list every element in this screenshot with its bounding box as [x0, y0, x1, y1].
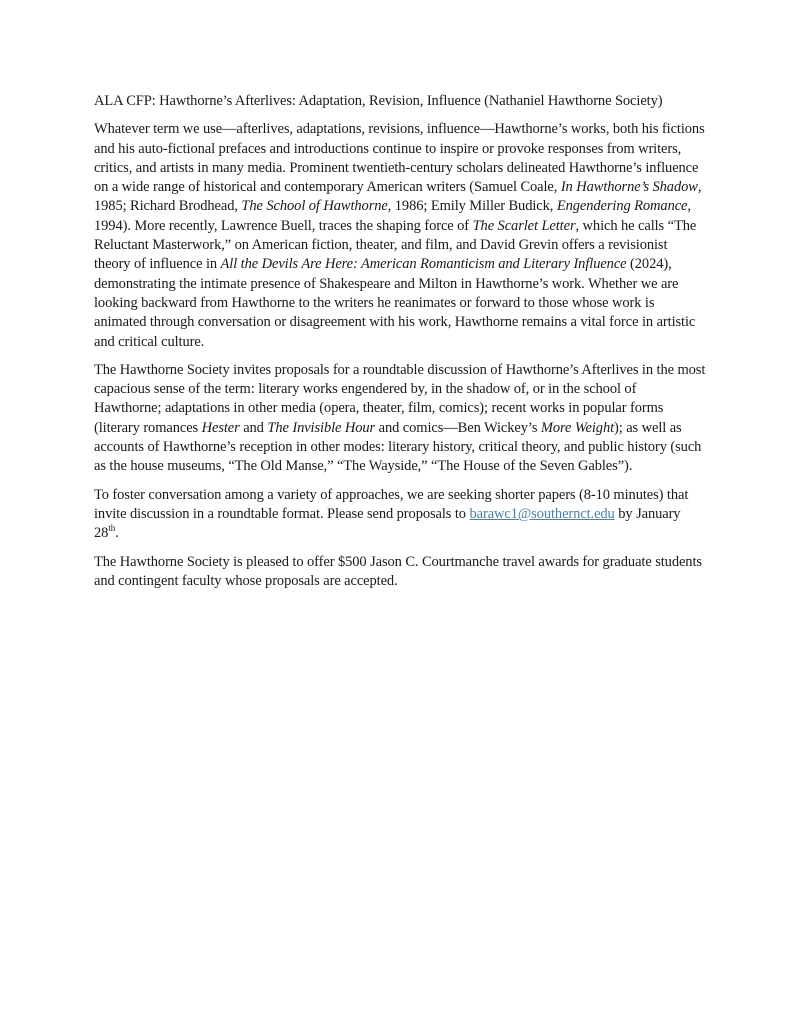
book-title: The Invisible Hour	[267, 419, 376, 436]
text-run: Whatever term we use—afterlives, adaptations, revisions, influence—Hawthorne’s works, both his fictions and his auto-fictional prefaces and introductions continue to inspire or provoke responses from writers, critics, and artists in many media. Prominent twentieth-century scholars delineated Hawthorne’s influence on a wide range of historical and contemporary American writers (Samuel Coale,	[94, 121, 705, 196]
text-run: , 1994). More recently, Lawrence Buell, traces the shaping force of	[94, 198, 691, 234]
book-title: Engendering Romance	[556, 198, 688, 215]
text-run: , 1986; Emily Miller Budick,	[387, 198, 557, 215]
text-run: , 1985; Richard Brodhead,	[94, 179, 702, 215]
text-run: To foster conversation among a variety of approaches, we are seeking shorter papers (8-10 minutes) that invite discussion in a roundtable format. Please send proposals to	[94, 486, 689, 522]
text-run: by January 28	[94, 505, 681, 542]
paragraph-awards: The Hawthorne Society is pleased to offer $500 Jason C. Courtmanche travel awards for graduate students and contingent faculty whose proposals are accepted.	[94, 553, 702, 589]
document-title: ALA CFP: Hawthorne’s Afterlives: Adaptation, Revision, Influence (Nathaniel Hawthorne Society)	[94, 93, 663, 109]
book-title: The School of Hawthorne	[241, 198, 388, 215]
text-run: .	[115, 525, 119, 542]
book-title: More Weight	[540, 419, 615, 436]
text-run: ); as well as accounts of Hawthorne’s reception in other modes: literary history, critical theory, and public history (such as the house museums, “The Old Manse,” “The Wayside,” “The House of the Seven Gables”).	[94, 419, 702, 475]
paragraph-submission	[94, 486, 706, 544]
text-run: , which he calls “The Reluctant Masterwork,” on American fiction, theater, and film, and David Grevin offers a revisionist theory of influence in	[94, 217, 697, 273]
book-title: All the Devils Are Here: American Romanticism and Literary Influence	[220, 256, 627, 273]
document-body	[94, 92, 706, 600]
paragraph-invitation	[94, 361, 706, 477]
ordinal-suffix: th	[108, 523, 116, 534]
book-title: In Hawthorne’s Shadow	[560, 179, 698, 196]
text-run: The Hawthorne Society invites proposals for a roundtable discussion of Hawthorne’s Afterlives in the most capacious sense of the term: literary works engendered by, in the shadow of, or in the school of Hawthorne; adaptations in other media (opera, theater, film, comics); recent works in popular forms (literary romances	[94, 361, 706, 436]
book-title: Hester	[201, 419, 240, 436]
text-run: (2024), demonstrating the intimate presence of Shakespeare and Milton in Hawthorne’s work. Whether we are looking backward from Hawthorne to the writers he reanimates or forward to those whose work is animated through conversation or disagreement with his work, Hawthorne remains a vital force in artistic and critical culture.	[94, 256, 696, 350]
text-run: and	[239, 419, 268, 436]
paragraph-intro	[94, 120, 706, 352]
text-run: and comics—Ben Wickey’s	[375, 419, 541, 436]
email-link[interactable]: barawc1@southernct.edu	[469, 505, 615, 522]
book-title: The Scarlet Letter	[472, 217, 576, 234]
